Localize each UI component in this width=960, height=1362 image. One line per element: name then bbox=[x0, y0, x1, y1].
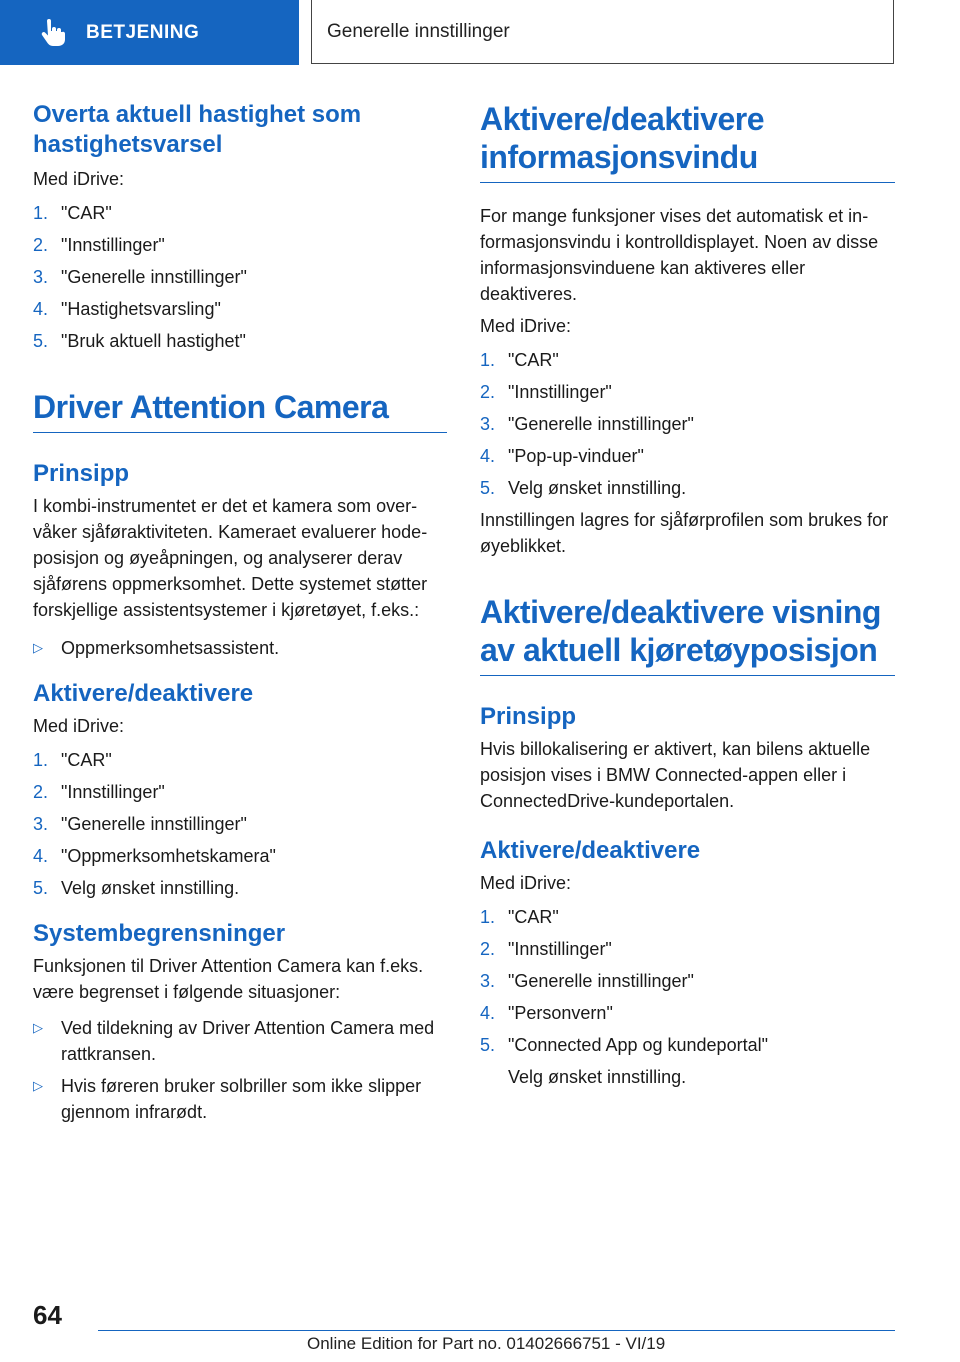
hand-pointer-icon bbox=[38, 18, 68, 48]
list-item: 3. "Generelle innstillinger" bbox=[33, 267, 247, 287]
speed-intro: Med iDrive: bbox=[33, 169, 125, 189]
dac-principle-heading: Prinsipp bbox=[33, 460, 130, 487]
info-intro: Med iDrive: bbox=[480, 316, 572, 336]
chapter-tab bbox=[0, 0, 299, 65]
list-item: 4. "Pop-up-vinduer" bbox=[480, 446, 644, 466]
info-outro: Innstillingen lagres for sjåførprofilen som brukes for øyeblikket. bbox=[480, 510, 889, 556]
info-window-text: For mange funksjoner vises det automatisk et informasjonsvindu i kontrolldisplayet. Noen av disse informasjonsvinduene kan aktiveres eller deaktiveres. bbox=[480, 206, 879, 304]
limits-text: Funksjonen til Driver Attention Camera kan f.eks. være begrenset i følgende situasjoner: bbox=[33, 956, 424, 1002]
list-item: 1. "CAR" bbox=[480, 907, 559, 927]
limits-bullets bbox=[33, 1015, 447, 1125]
dac-heading: Driver Attention Camera bbox=[33, 389, 389, 425]
list-item: 4. "Personvern" bbox=[480, 1003, 613, 1023]
triangle-bullet-icon: ▷ bbox=[33, 1020, 43, 1035]
position-activate-intro: Med iDrive: bbox=[480, 873, 572, 893]
speed-steps bbox=[33, 200, 447, 354]
limits-heading: Systembegrensninger bbox=[33, 920, 286, 947]
list-item: 3. "Generelle innstillinger" bbox=[480, 414, 694, 434]
list-item: 2. "Innstillinger" bbox=[480, 939, 612, 959]
position-last-line: Velg ønsket innstilling. bbox=[508, 1067, 687, 1087]
list-item: ▷ Hvis føreren bruker solbriller som ikke slipper gjennom infrarødt. bbox=[33, 1073, 447, 1125]
position-steps bbox=[480, 904, 895, 1058]
position-principle-heading: Prinsipp bbox=[480, 703, 577, 730]
list-item: ▷ Ved tildekning av Driver Attention Camera med rattkransen. bbox=[33, 1015, 447, 1067]
position-activate-heading: Aktivere/deaktivere bbox=[480, 837, 701, 864]
list-item: 1. "CAR" bbox=[33, 750, 112, 770]
position-principle-text: Hvis billokalisering er aktivert, kan bilens aktuelle posisjon vises i BMW Connected-appen eller i ConnectedDrive-kundeportalen. bbox=[480, 739, 871, 811]
list-item: ▷ Oppmerksomhetsassistent. bbox=[33, 635, 447, 661]
triangle-bullet-icon: ▷ bbox=[33, 640, 43, 655]
page-number: 64 bbox=[33, 1300, 62, 1330]
list-item: 2. "Innstillinger" bbox=[33, 235, 165, 255]
dac-activate-steps bbox=[33, 747, 447, 901]
list-item: 4. "Oppmerksomhetskamera" bbox=[33, 846, 276, 866]
list-item: 5. Velg ønsket innstilling. bbox=[33, 878, 240, 898]
left-column bbox=[33, 100, 447, 1131]
list-item: 2. "Innstillinger" bbox=[33, 782, 165, 802]
chapter-label: BETJENING bbox=[86, 21, 200, 43]
list-item: 4. "Hastighetsvarsling" bbox=[33, 299, 221, 319]
dac-bullets bbox=[33, 635, 447, 661]
info-steps bbox=[480, 347, 895, 501]
section-header bbox=[311, 0, 894, 64]
dac-activate-heading: Aktivere/deaktivere bbox=[33, 680, 254, 707]
edition-text: Online Edition for Part no. 01402666751 - VI/19 bbox=[307, 1334, 666, 1353]
list-item: 5. "Connected App og kundeportal" bbox=[480, 1035, 768, 1055]
triangle-bullet-icon: ▷ bbox=[33, 1078, 43, 1093]
list-item: 3. "Generelle innstillinger" bbox=[33, 814, 247, 834]
list-item: 5. "Bruk aktuell hastighet" bbox=[33, 331, 246, 351]
list-item: 3. "Generelle innstillinger" bbox=[480, 971, 694, 991]
position-heading: Aktivere/deaktivere visning av aktuell kjøretøyposisjon bbox=[480, 594, 881, 668]
list-item: 5. Velg ønsket innstilling. bbox=[480, 478, 687, 498]
section-title: Generelle innstillinger bbox=[327, 20, 510, 42]
list-item: 1. "CAR" bbox=[480, 350, 559, 370]
right-column bbox=[480, 100, 895, 1090]
footer-divider bbox=[98, 1330, 895, 1331]
speed-warning-heading: Overta aktuell hastighet som hastighetsvarsel bbox=[33, 101, 362, 158]
info-window-heading: Aktivere/deaktivere informasjonsvindu bbox=[480, 101, 765, 175]
list-item: 1. "CAR" bbox=[33, 203, 112, 223]
dac-principle-text: I kombi-instrumentet er det et kamera som overvåker sjåføraktiviteten. Kameraet evaluerer hodeposisjon og øyeåpningen, og analyserer derav sjåførens oppmerksomhet. Dette systemet støtter forskjellige assistentsystemer i kjøretøyet, f.eks.: bbox=[33, 496, 428, 620]
list-item: 2. "Innstillinger" bbox=[480, 382, 612, 402]
dac-activate-intro: Med iDrive: bbox=[33, 716, 125, 736]
